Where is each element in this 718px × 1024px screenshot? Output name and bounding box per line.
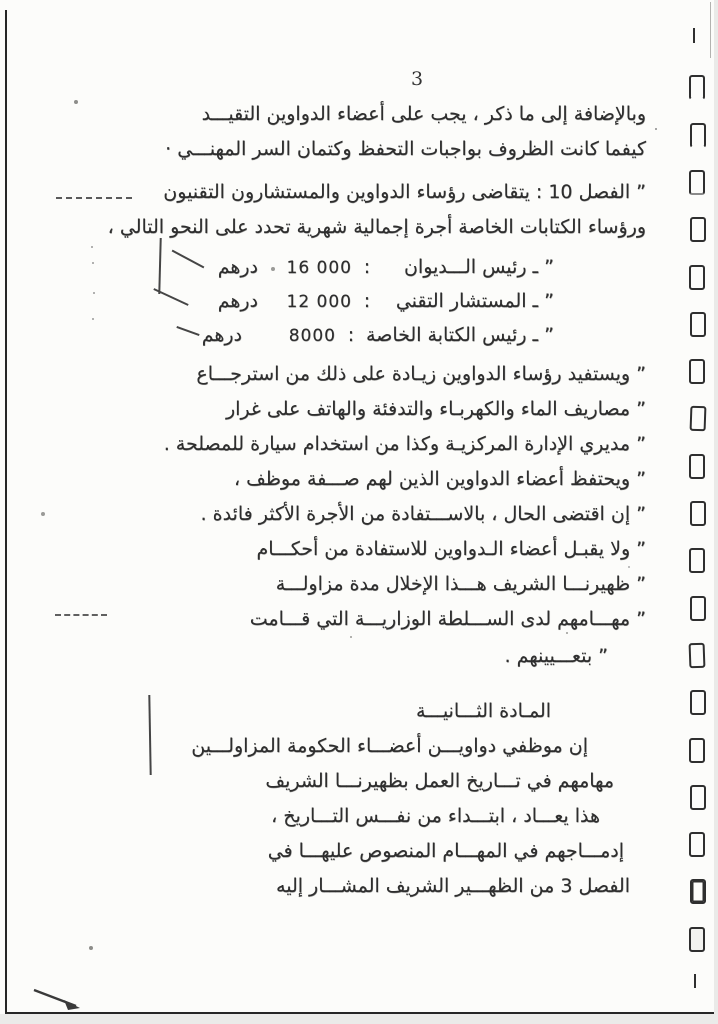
text-line: مهامهم في تـــاريخ العمل بظهيرنـــا الشريف <box>265 770 614 792</box>
binding-hole <box>689 832 705 857</box>
binding-holes <box>689 0 707 1010</box>
salary-colon: : <box>347 324 355 346</box>
salary-colon: : <box>363 290 371 312</box>
binding-hole <box>689 454 705 479</box>
scan-edge-bottom <box>0 1014 718 1024</box>
binding-hole <box>690 501 706 526</box>
salary-colon: : <box>363 256 371 278</box>
text-line: ” الفصل 10 : يتقاضى رؤساء الدواوين والمستشارون التقنيون <box>163 181 646 203</box>
binding-hole <box>689 927 705 952</box>
text-line: ” مهـــامهم لدى الســـلطة الوزاريـــة التي قـــامت <box>249 608 646 630</box>
binding-hole <box>689 643 706 669</box>
scan-edge-right <box>714 0 718 1024</box>
text-line: وبالإضافة إلى ما ذكر ، يجب على أعضاء الدواوين التقيـــد <box>201 103 646 125</box>
salary-amount: 16 000 <box>286 258 352 278</box>
binding-hole <box>694 974 699 988</box>
paragraph-exclusion <box>46 532 646 674</box>
binding-hole <box>690 596 706 621</box>
paragraph-retention <box>46 462 646 532</box>
text-line: ” ظهيرنـــا الشريف هـــذا الإخلال مدة مزاولـــة <box>275 573 646 595</box>
text-line: الفصل 3 من الظهـــير الشريف المشـــار إليه <box>276 875 630 897</box>
page-border-left <box>5 10 7 1012</box>
salary-title: ” ـ رئيس الكتابة الخاصة <box>366 324 554 346</box>
salary-title: ” ـ المستشار التقني <box>395 290 554 312</box>
text-line: إدمـــاجهم في المهـــام المنصوص عليهـــا في <box>267 840 624 862</box>
pen-dash-mark <box>56 197 132 199</box>
paragraph-intro <box>46 97 646 167</box>
salary-title: ” ـ رئيس الـــديوان <box>403 256 554 278</box>
text-line: ” ولا يقبـل أعضاء الـدواوين للاستفادة من أحكـــام <box>256 538 646 560</box>
salary-row <box>46 251 646 285</box>
pen-dash-mark <box>55 614 107 616</box>
binding-hole <box>689 75 705 100</box>
binding-hole <box>689 265 705 290</box>
salary-amount: 12 000 <box>286 292 352 312</box>
binding-hole <box>689 170 705 195</box>
text-line: هذا يعـــاد ، ابتـــداء من نفـــس التـــاريخ ، <box>271 805 600 827</box>
paragraph-benefits <box>46 357 646 462</box>
salary-amount: 8000 <box>288 326 336 346</box>
text-line: ” ويحتفظ أعضاء الدواوين الذين لهم صـــفة موظف ، <box>233 468 646 490</box>
binding-hole <box>689 738 705 763</box>
binding-hole <box>690 879 706 904</box>
salary-unit: درهم <box>217 256 258 278</box>
salary-row <box>46 285 646 319</box>
text-line: إن موظفي دواويـــن أعضـــاء الحكومة المزاولـــين <box>191 735 588 757</box>
text-line: ” مصاريف الماء والكهربـاء والتدفئة والهاتف على غرار <box>225 398 646 420</box>
salary-unit: درهم <box>201 324 242 346</box>
pen-arrow-mark <box>30 986 94 1014</box>
page-border-bottom <box>5 1012 714 1014</box>
salary-unit: درهم <box>217 290 258 312</box>
salary-list <box>46 251 646 353</box>
binding-hole <box>690 123 706 148</box>
paragraph-article-10 <box>46 175 646 245</box>
text-line: ورؤساء الكتابات الخاصة أجرة إجمالية شهرية تحدد على النحو التالي ، <box>107 216 646 238</box>
binding-hole <box>689 548 705 573</box>
binding-hole <box>690 406 707 432</box>
text-line: ” إن اقتضى الحال ، بالاســـتفادة من الأجرة الأكثر فائدة . <box>200 503 646 525</box>
salary-row <box>46 319 646 353</box>
scan-speckles <box>0 0 2 2</box>
binding-hole <box>690 217 706 242</box>
paragraph-article-2 <box>46 729 646 904</box>
document-body <box>46 97 646 904</box>
text-line: ” مديري الإدارة المركزيـة وكذا من استخدام سيارة للمصلحة . <box>163 433 646 455</box>
binding-hole <box>690 312 706 337</box>
text-line: ” ويستفيد رؤساء الدواوين زيـادة على ذلك من استرجـــاع <box>196 363 646 385</box>
scan-line-artifact <box>710 2 711 58</box>
text-line: كيفما كانت الظروف بواجبات التحفظ وكتمان السر المهنـــي · <box>165 138 646 160</box>
binding-hole <box>693 28 699 43</box>
page-number: 3 <box>410 68 424 90</box>
binding-hole <box>689 359 705 384</box>
text-line: ” بتعـــيينهم . <box>504 645 608 667</box>
article-2-heading: المـادة الثـــانيـــة <box>415 700 551 722</box>
binding-hole <box>690 690 706 715</box>
binding-hole <box>690 785 706 810</box>
